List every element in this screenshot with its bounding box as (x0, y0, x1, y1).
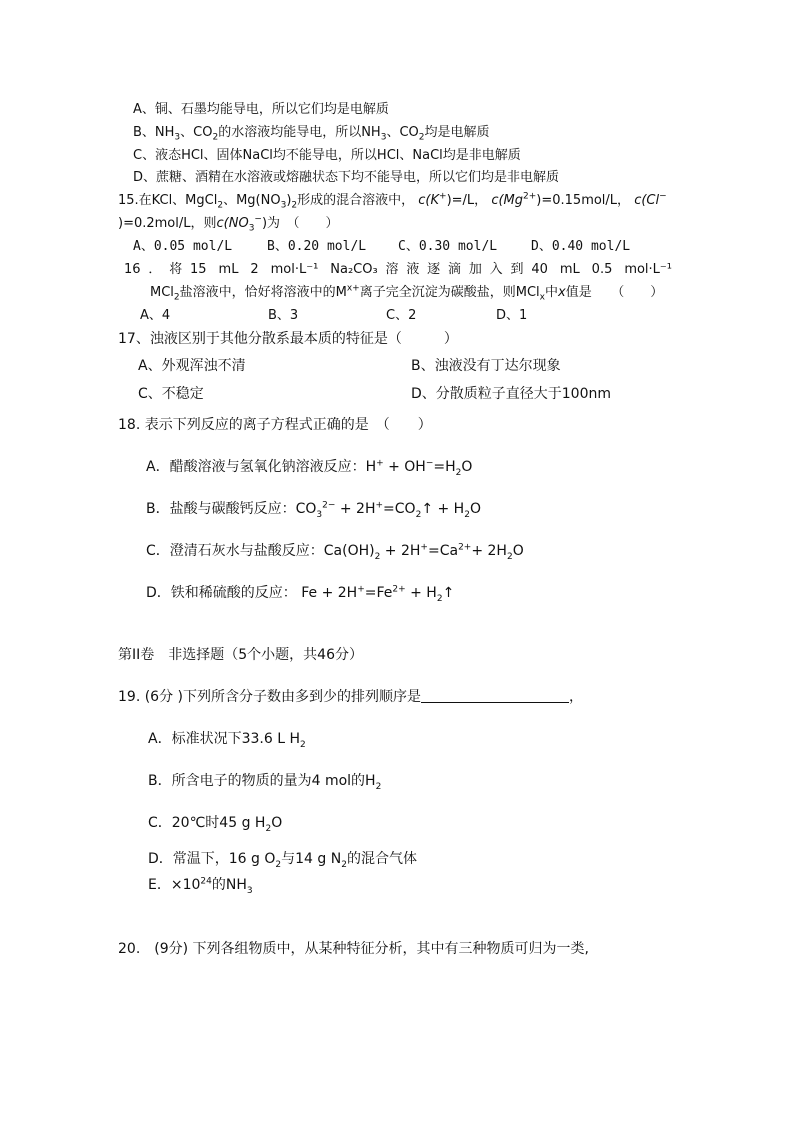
q15-option-b: B、0.20 mol/L (267, 239, 367, 254)
q16-stem-line2: MCl$_2$盐溶液中，恰好将溶液中的$M^{x+}$离子完全沉淀为碳酸盐，则MCl$_x$中x值是 （ ） (150, 283, 664, 303)
q19-option-a: A．标准状况下33.6 L $H_2$ (148, 731, 306, 750)
q17-option-a: A、外观浑浊不清 (138, 358, 246, 374)
q14-option-a: A、铜、石墨均能导电，所以它们均是电解质 (133, 102, 389, 117)
q16-option-d: D、1 (496, 308, 528, 323)
q18-stem: 18. 表示下列反应的离子方程式正确的是 （ ） (118, 417, 432, 433)
q15-option-d: D、0.40 mol/L (531, 239, 631, 254)
q17-stem: 17、浊液区别于其他分散系最本质的特征是（ ） (118, 331, 458, 347)
q15-option-a: A、0.05 mol/L (133, 239, 233, 254)
q19-option-d: D．常温下，16 g $O_2$与14 g $N_2$的混合气体 (148, 851, 417, 870)
q20-stem: 20. (9分) 下列各组物质中，从某种特征分析，其中有三种物质可归为一类, (118, 941, 589, 957)
answer-blank[interactable] (421, 688, 569, 703)
q15-stem-line2: )=0.2mol/L，则$c(NO_3^-)$为 （ ） (118, 214, 339, 234)
section-2-title: 第II卷 非选择题（5个小题，共46分） (118, 647, 363, 663)
q17-option-b: B、浊液没有丁达尔现象 (411, 358, 561, 374)
q19-stem: 19. (6分 )下列所含分子数由多到少的排列顺序是 ， (118, 689, 583, 705)
q14-option-d: D、蔗糖、酒精在水溶液或熔融状态下均不能导电，所以它们均是非电解质 (133, 170, 560, 185)
q17-option-d: D、分散质粒子直径大于100nm (411, 386, 612, 402)
q18-option-d: D．铁和稀硫酸的反应： $Fe + 2H^+=Fe^{2+}$ + $H_2↑$ (146, 584, 455, 604)
q14-option-b: B、$NH_3$、$CO_2$的水溶液均能导电，所以$NH_3$、$CO_2$均是电解质 (133, 125, 490, 143)
q16-option-b: B、3 (268, 308, 299, 323)
q14-option-c: C、液态HCl、固体NaCl均不能导电，所以HCl、NaCl均是非电解质 (133, 148, 521, 163)
q16-option-a: A、4 (140, 308, 171, 323)
q18-option-a: A．醋酸溶液与氢氧化钠溶液反应：$H^+ + OH^-=H_2O$ (146, 458, 473, 478)
q16-stem-line1: 16．将15 mL 2 mol·L⁻¹ Na₂CO₃溶液逐滴加入到40 mL 0.5 mol·L⁻¹ (124, 262, 672, 277)
q19-option-e: E．$\times 10^{24}$的$NH_3$ (148, 876, 253, 896)
q17-option-c: C、不稳定 (138, 386, 204, 402)
q18-option-c: C．澄清石灰水与盐酸反应：$Ca(OH)_2 + 2H^+=Ca^{2+}+ 2H_2O$ (146, 542, 524, 562)
q18-option-b: B．盐酸与碳酸钙反应：$CO_3^{2-}$ + $2H^+=CO_2↑ + H_2O$ (146, 500, 481, 520)
q19-option-b: B．所含电子的物质的量为4 mol的$H_2$ (148, 773, 382, 792)
q19-option-c: C．20℃时45 g $H_2O$ (148, 815, 283, 834)
q15-option-c: C、0.30 mol/L (398, 239, 498, 254)
q15-stem-line1: 15.在KCl、MgCl$_2$、$Mg(NO_3)_2$形成的混合溶液中， c(K+)=/L， $c(Mg^{2+})=0.15mol/L$， c(Cl− (118, 191, 667, 211)
q16-option-c: C、2 (386, 308, 417, 323)
